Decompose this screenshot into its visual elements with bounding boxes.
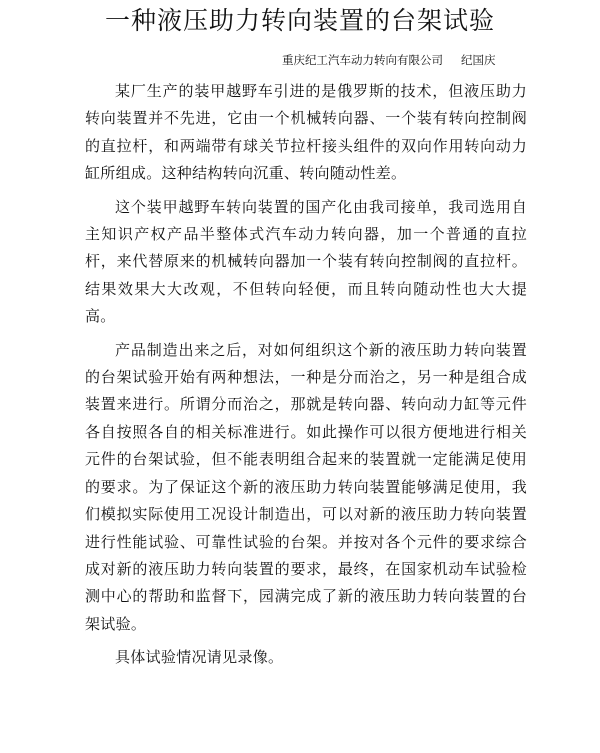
body-paragraph-1: 某厂生产的装甲越野车引进的是俄罗斯的技术，但液压助力转向装置并不先进，它由一个机械转向器、一个装有转向控制阀的直拉杆，和两端带有球关节拉杆接头组件的双向作用转向动力缸所组成。这种结构转向沉重、转向随动性差。 bbox=[85, 82, 527, 183]
article-body bbox=[85, 78, 527, 678]
body-paragraph-3: 产品制造出来之后，对如何组织这个新的液压助力转向装置的台架试验开始有两种想法，一种是分而治之，另一种是组合成装置来进行。所谓分而治之，那就是转向器、转向动力缸等元件各自按照各自的相关标准进行。如此操作可以很方便地进行相关元件的台架试验，但不能表明组合起来的装置就一定能满足使用的要求。为了保证这个新的液压助力转向装置能够满足使用，我们模拟实际使用工况设计制造出，可以对新的液压助力转向装置进行性能试验、可靠性试验的台架。并按对各个元件的要求综合成对新的液压助力转向装置的要求，最终，在国家机动车试验检测中心的帮助和监督下，园满完成了新的液压助力转向装置的台架试验。 bbox=[85, 340, 527, 633]
author-organization: 重庆纪工汽车动力转向有限公司 bbox=[282, 53, 443, 67]
author-name: 纪国庆 bbox=[461, 53, 496, 67]
body-paragraph-4: 具体试验情况请见录像。 bbox=[115, 648, 284, 667]
body-paragraph-2: 这个装甲越野车转向装置的国产化由我司接单，我司选用自主知识产权产品半整体式汽车动力转向器，加一个普通的直拉杆，来代替原来的机械转向器加一个装有转向控制阀的直拉杆。结果效果大大改观，不但转向轻便，而且转向随动性也大大提高。 bbox=[85, 197, 527, 326]
author-byline bbox=[282, 52, 582, 68]
article-title: 一种液压助力转向装置的台架试验 bbox=[104, 6, 495, 35]
